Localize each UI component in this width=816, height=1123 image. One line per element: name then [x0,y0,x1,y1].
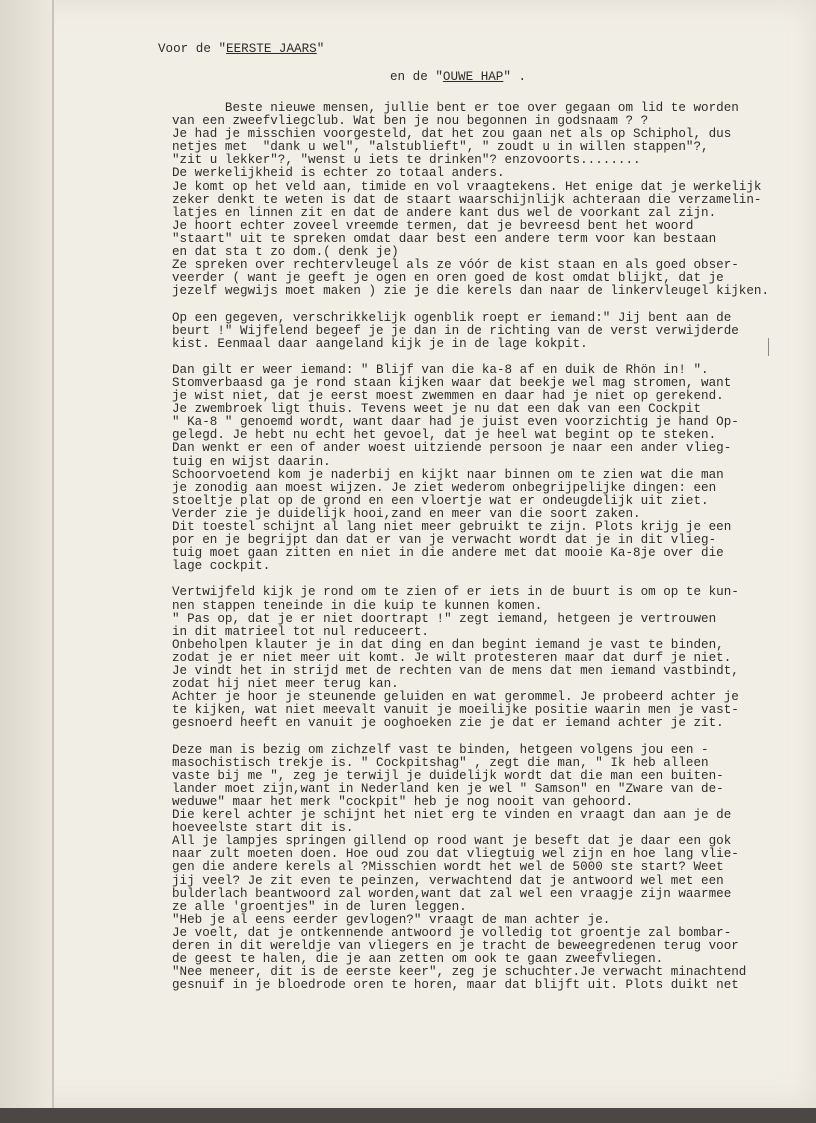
header-suffix: " [316,42,325,56]
text-line: de geest te halen, die je aan zetten om ook te gaan zweefvliegen. [172,952,664,967]
text-line: je zonodig aan moest wijzen. Je ziet wederom onbegrijpelijke dingen: een [172,480,717,495]
text-line: beurt !" Wijfelend begeef je je dan in de richting van de verst verwijderde [172,323,739,338]
text-line: in dit matrieel tot nul reduceert. [172,624,429,639]
text-line: veerder ( want je geeft je ogen en oren goed de kost omdat blijkt, dat je [172,271,724,286]
text-line: Stomverbaasd ga je rond staan kijken waar dat beekje wel mag stromen, want [172,375,732,390]
text-line: lander moet zijn,want in Nederland ken je wel " Samson" en "Zware van de- [172,781,724,796]
text-line: gen die andere kerels al ?Misschien wordt het wel de 5000 ste start? Weet [172,860,724,875]
text-line: De werkelijkheid is echter zo totaal anders. [172,166,505,181]
header-title-ouwe-hap: OUWE HAP [442,70,504,84]
text-line: gelegd. Je hebt nu echt het gevoel, dat je heel wat begint op te steken. [172,428,717,443]
text-line: Dan wenkt er een of ander woest uitziende persoon je naar een ander vlieg- [172,441,732,456]
text-line: van een zweefvliegclub. Wat ben je nou begonnen in godsnaam ? ? [172,114,649,129]
binding-shadow [0,0,52,1108]
text-line: stoeltje plat op de grond en een vloertje wat er ondeugdelijk uit ziet. [172,493,709,508]
text-line: vaste bij me ", zeg je terwijl je duidelijk wordt dat die man een buiten- [172,768,724,783]
text-line: Onbeholpen klauter je in dat ding en dan begint iemand je vast te binden, [172,637,724,652]
text-line: netjes met "dank u wel", "alstublieft", " zoudt u in willen stappen"?, [172,140,709,155]
text-line: Je vindt het in strijd met de rechten van de mens dat men iemand vastbindt, [172,664,739,679]
text-line: Je zwembroek ligt thuis. Tevens weet je nu dat een dak van een Cockpit [172,402,702,417]
paragraph-break [172,351,772,364]
header-prefix: Voor de " [158,42,227,56]
text-line: je wist niet, dat je eerst moest zwemmen en daar had je niet op gerekend. [172,389,724,404]
text-line: zeker denkt te weten is dat de staart waarschijnlijk achteraan die verzamelin- [172,192,762,207]
header-line-ouwe-hap [390,70,526,84]
text-line: zodat hij niet meer terug kan. [172,677,399,692]
text-line: ze alle 'groentjes" in de luren leggen. [172,899,467,914]
text-line: Dit toestel schijnt al lang niet meer gebruikt te zijn. Plots krijg je een [172,520,732,534]
text-line: "Heb je al eens eerder gevlogen?" vraagt de man achter je. [172,912,611,927]
text-line: te kijken, wat niet meevalt vanuit je moeilijke positie waarin men je vast- [172,703,739,718]
text-line: en dat sta t zo dom.( denk je) [172,245,399,260]
text-line: jij veel? Je zit even te peinzen, verwachtend dat je antwoord wel met een [172,873,724,888]
text-line: lage cockpit. [172,559,271,574]
text-line: gesnuif in je bloedrode oren te horen, maar dat blijft uit. Plots duikt net [172,978,739,993]
text-line: masochistisch trekje is. " Cockpitshag" , zegt die man, " Ik heb alleen [172,755,709,770]
text-line: "staart" uit te spreken omdat daar best een andere term voor kan bestaan [172,231,717,246]
text-line: zodat je er niet meer uit komt. Je wilt protesteren maar dat durf je niet. [172,650,732,665]
text-line: Dan gilt er weer iemand: " Blijf van die ka-8 af en duik de Rhön in! ". [172,362,709,377]
header2-prefix: en de " [390,70,443,84]
text-line: All je lampjes springen gillend op rood want je beseft dat je daar een gok [172,834,732,849]
text-line: deren in dit wereldje van vliegers en je tracht de beweegredenen terug voor [172,939,739,953]
text-line: Je voelt, dat je ontkennende antwoord je volledig tot groentje zal bombar- [172,925,732,940]
text-line: tuig en wijst daarin. [172,454,331,469]
text-line: Op een gegeven, verschrikkelijk ogenblik roept er iemand:" Jij bent aan de [172,310,732,325]
text-line: " Ka-8 " genoemd wordt, want daar had je juist even voorzichtig je hand Op- [172,415,739,430]
text-line: Deze man is bezig om zichzelf vast te binden, hetgeen volgens jou een - [172,742,709,757]
body-text [172,102,772,992]
text-line: Ze spreken over rechtervleugel als ze vóór de kist staan en als goed obser- [172,258,739,273]
header-line-first-years [158,42,324,56]
paragraph-break [172,298,772,311]
text-line: latjes en linnen zit en dat de andere kant dus wel de voorkant zal zijn. [172,205,717,220]
text-line: Je komt op het veld aan, timide en vol vraagtekens. Het enige dat je werkelijk [172,179,762,194]
text-line: hoeveelste start dit is. [172,821,354,836]
text-line: " Pas op, dat je er niet doortrapt !" zegt iemand, hetgeen je vertrouwen [172,611,717,626]
text-line: bulderlach beantwoord zal worden,want dat zal wel een vraagje zijn waarmee [172,886,732,901]
margin-pencil-mark [768,338,769,356]
text-line: Verder zie je duidelijk hooi,zand en meer van die soort zaken. [172,506,641,521]
text-line: Achter je hoor je steunende geluiden en wat gerommel. Je probeerd achter je [172,690,739,705]
text-line: Beste nieuwe mensen, jullie bent er toe over gegaan om lid te worden [172,101,739,115]
text-line: "zit u lekker"?, "wenst u iets te drinken"? enzovoorts........ [172,153,641,168]
paragraph-break [172,731,772,744]
text-line: naar zult moeten doen. Hoe oud zou dat vliegtuig wel zijn en hoe lang vlie- [172,847,739,862]
text-line: gesnoerd heeft en vanuit je ooghoeken zie je dat er iemand achter je zit. [172,716,724,731]
header-title-eerste-jaars: EERSTE JAARS [226,42,317,56]
text-line: kist. Eenmaal daar aangeland kijk je in de lage kokpit. [172,336,588,351]
text-line: jezelf wegwijs moet maken ) zie je die kerels dan naar de linkervleugel kijken. [172,284,770,299]
text-line: weduwe" maar het merk "cockpit" heb je nog nooit van gehoord. [172,794,634,809]
text-line: por en je begrijpt dan dat er van je verwacht wordt dat je in dit vlieg- [172,533,717,548]
text-line: "Nee meneer, dit is de eerste keer", zeg je schuchter.Je verwacht minachtend [172,965,747,980]
text-line: Schoorvoetend kom je naderbij en kijkt naar binnen om te zien wat die man [172,467,724,482]
text-line: Die kerel achter je schijnt het niet erg te vinden en vraagt dan aan je de [172,808,732,823]
text-line: Vertwijfeld kijk je rond om te zien of er iets in de buurt is om op te kun- [172,585,739,600]
text-line: Je hoort echter zoveel vreemde termen, dat je bevreesd bent het woord [172,218,694,233]
text-line: nen stappen teneinde in die kuip te kunnen komen. [172,598,543,613]
text-line: Je had je misschien voorgesteld, dat het zou gaan net als op Schiphol, dus [172,127,732,142]
header2-suffix: " . [503,70,527,84]
binding-edge [52,0,54,1108]
text-line: tuig moet gaan zitten en niet in die andere met dat mooie Ka-8je over die [172,546,724,561]
